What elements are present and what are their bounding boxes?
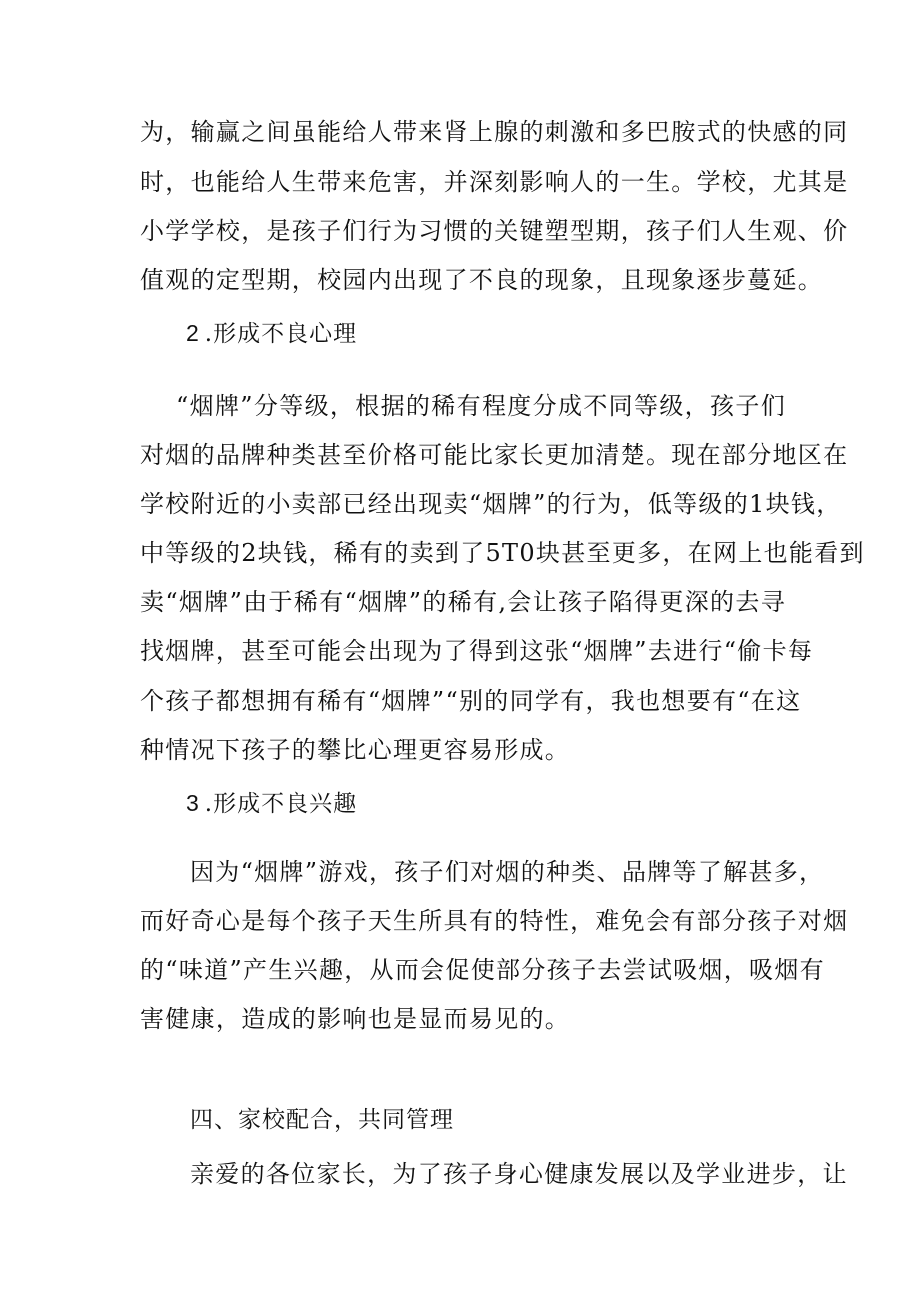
paragraph-2-line-4: 中等级的2块钱，稀有的卖到了5T0块甚至更多，在网上也能看到 (140, 539, 865, 567)
section-2-number: 2 (186, 320, 205, 346)
paragraph-2-line-2: 对烟的品牌种类甚至价格可能比家长更加清楚。现在部分地区在 (140, 441, 849, 469)
section-2-title: .形成不良心理 (204, 321, 358, 347)
paragraph-3-line-4: 害健康，造成的影响也是显而易见的。 (140, 1005, 571, 1033)
paragraph-1-line-2: 时，也能给人生带来危害，并深刻影响人的一生。学校，尤其是 (140, 168, 849, 196)
paragraph-3-line-1: 因为“烟牌”游戏，孩子们对烟的种类、品牌等了解甚多， (190, 858, 825, 886)
section-3-heading (186, 788, 586, 819)
section-3-number: 3 (186, 790, 205, 816)
paragraph-1-line-1: 为，输赢之间虽能给人带来肾上腺的刺激和多巴胺式的快感的同 (140, 118, 849, 146)
paragraph-2-line-7: 个孩子都想拥有稀有“烟牌”“别的同学有，我也想要有“在这 (140, 687, 802, 715)
paragraph-2-line-8: 种情况下孩子的攀比心理更容易形成。 (140, 736, 571, 764)
paragraph-3-line-3: 的“味道”产生兴趣，从而会促使部分孩子去尝试吸烟，吸烟有 (140, 956, 825, 984)
paragraph-2-line-6: 找烟牌，甚至可能会出现为了得到这张“烟牌”去进行“偷卡每 (140, 637, 814, 665)
paragraph-1-line-4: 值观的定型期，校园内出现了不良的现象，且现象逐步蔓延。 (140, 266, 824, 294)
section-3-title: .形成不良兴趣 (204, 791, 358, 817)
paragraph-2-line-1: “烟牌”分等级，根据的稀有程度分成不同等级，孩子们 (176, 392, 786, 420)
section-4-heading: 四、家校配合，共同管理 (190, 1107, 454, 1133)
section-2-heading (186, 318, 586, 349)
paragraph-4-line-1: 亲爱的各位家长，为了孩子身心健康发展以及学业进步，让 (190, 1160, 848, 1188)
paragraph-2-line-5: 卖“烟牌”由于稀有“烟牌”的稀有,会让孩子陷得更深的去寻 (140, 588, 786, 616)
paragraph-1-line-3: 小学学校，是孩子们行为习惯的关键塑型期，孩子们人生观、价 (140, 217, 849, 245)
paragraph-3-line-2: 而好奇心是每个孩子天生所具有的特性，难免会有部分孩子对烟 (140, 907, 849, 935)
paragraph-2-line-3: 学校附近的小卖部已经出现卖“烟牌”的行为，低等级的1块钱， (140, 490, 842, 518)
